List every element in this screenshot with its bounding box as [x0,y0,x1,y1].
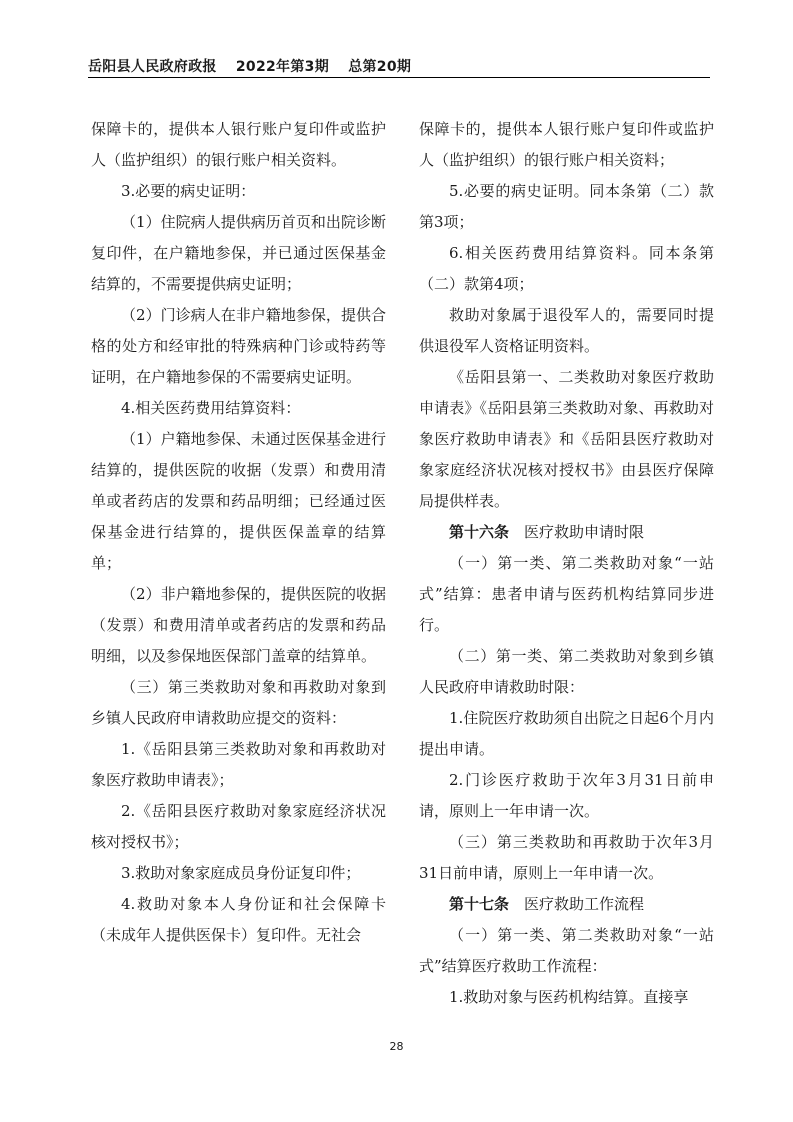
paragraph-text: 救助对象属于退役军人的，需要同时提供退役军人资格证明资料。 [419,306,714,355]
paragraph-text: 3.必要的病史证明： [121,182,256,200]
paragraph [419,300,714,362]
paragraph-text: 1.住院医疗救助须自出院之日起6个月内提出申请。 [419,709,714,758]
paragraph-text: 1.《岳阳县第三类救助对象和再救助对象医疗救助申请表》； [91,740,386,789]
paragraph [91,858,386,889]
paragraph-text: 医疗救助申请时限 [524,523,645,541]
paragraph [419,362,714,517]
paragraph-text: 3.救助对象家庭成员身份证复印件； [121,864,361,882]
paragraph [419,982,714,1013]
paragraph [419,827,714,889]
paragraph-text: 2.《岳阳县医疗救助对象家庭经济状况核对授权书》； [91,802,386,851]
paragraph [419,765,714,827]
page-number: 28 [389,1040,404,1053]
paragraph-text: 1.救助对象与医药机构结算。直接享 [449,988,689,1006]
paragraph-text: （三）第三类救助和再救助于次年3月31日前申请，原则上一年申请一次。 [419,833,714,882]
paragraph-text: 5.必要的病史证明。同本条第（二）款第3项； [419,182,714,231]
paragraph-text: （2）门诊病人在非户籍地参保，提供合格的处方和经审批的特殊病种门诊或特药等证明，在户籍地参保的不需要病史证明。 [91,306,386,386]
paragraph [91,176,386,207]
paragraph-text: 4.救助对象本人身份证和社会保障卡（未成年人提供医保卡）复印件。无社会 [91,895,386,944]
paragraph-text: （1）户籍地参保、未通过医保基金进行结算的，提供医院的收据（发票）和费用清单或者药店的发票和药品明细；已经通过医保基金进行结算的，提供医保盖章的结算单； [91,430,386,572]
paragraph-text: 2.门诊医疗救助于次年3月31日前申请，原则上一年申请一次。 [419,771,714,820]
paragraph [91,796,386,858]
paragraph-text: 6.相关医药费用结算资料。同本条第（二）款第4项； [419,244,714,293]
paragraph [419,703,714,765]
left-text-column [91,114,386,951]
paragraph [419,238,714,300]
paragraph-text: （三）第三类救助对象和再救助对象到乡镇人民政府申请救助应提交的资料： [91,678,386,727]
paragraph [419,517,714,548]
paragraph-text: （2）非户籍地参保的，提供医院的收据（发票）和费用清单或者药店的发票和药品明细，以及参保地医保部门盖章的结算单。 [91,585,386,665]
running-header [88,56,710,76]
paragraph [91,114,386,176]
paragraph-text: 保障卡的，提供本人银行账户复印件或监护人（监护组织）的银行账户相关资料。 [91,120,386,169]
paragraph-text: 4.相关医药费用结算资料： [121,399,301,417]
right-text-column [419,114,714,1013]
paragraph [419,641,714,703]
paragraph [419,889,714,920]
paragraph [91,672,386,734]
issue-number: 2022年第3期 [235,59,329,75]
paragraph [91,889,386,951]
paragraph-text: （二）第一类、第二类救助对象到乡镇人民政府申请救助时限： [419,647,714,696]
paragraph [91,579,386,672]
paragraph [91,424,386,579]
paragraph [419,920,714,982]
paragraph [91,393,386,424]
paragraph-text: （一）第一类、第二类救助对象“一站式”结算医疗救助工作流程： [419,926,714,975]
publication-title: 岳阳县人民政府政报 [88,59,217,75]
paragraph [419,548,714,641]
paragraph-text: （一）第一类、第二类救助对象“一站式”结算：患者申请与医药机构结算同步进行。 [419,554,714,634]
paragraph-text: （1）住院病人提供病历首页和出院诊断复印件，在户籍地参保，并已通过医保基金结算的，不需要提供病史证明； [91,213,386,293]
paragraph [419,114,714,176]
paragraph [91,734,386,796]
paragraph [419,176,714,238]
article-heading: 第十七条 [449,895,510,913]
header-rule [88,77,710,78]
total-issue-number: 总第20期 [348,59,412,75]
paragraph-text: 医疗救助工作流程 [524,895,645,913]
paragraph-text: 《岳阳县第一、二类救助对象医疗救助申请表》《岳阳县第三类救助对象、再救助对象医疗救助申请表》和《岳阳县医疗救助对象家庭经济状况核对授权书》由县医疗保障局提供样表。 [419,368,714,510]
paragraph-text: 保障卡的，提供本人银行账户复印件或监护人（监护组织）的银行账户相关资料； [419,120,714,169]
article-heading: 第十六条 [449,523,510,541]
paragraph [91,207,386,300]
paragraph [91,300,386,393]
